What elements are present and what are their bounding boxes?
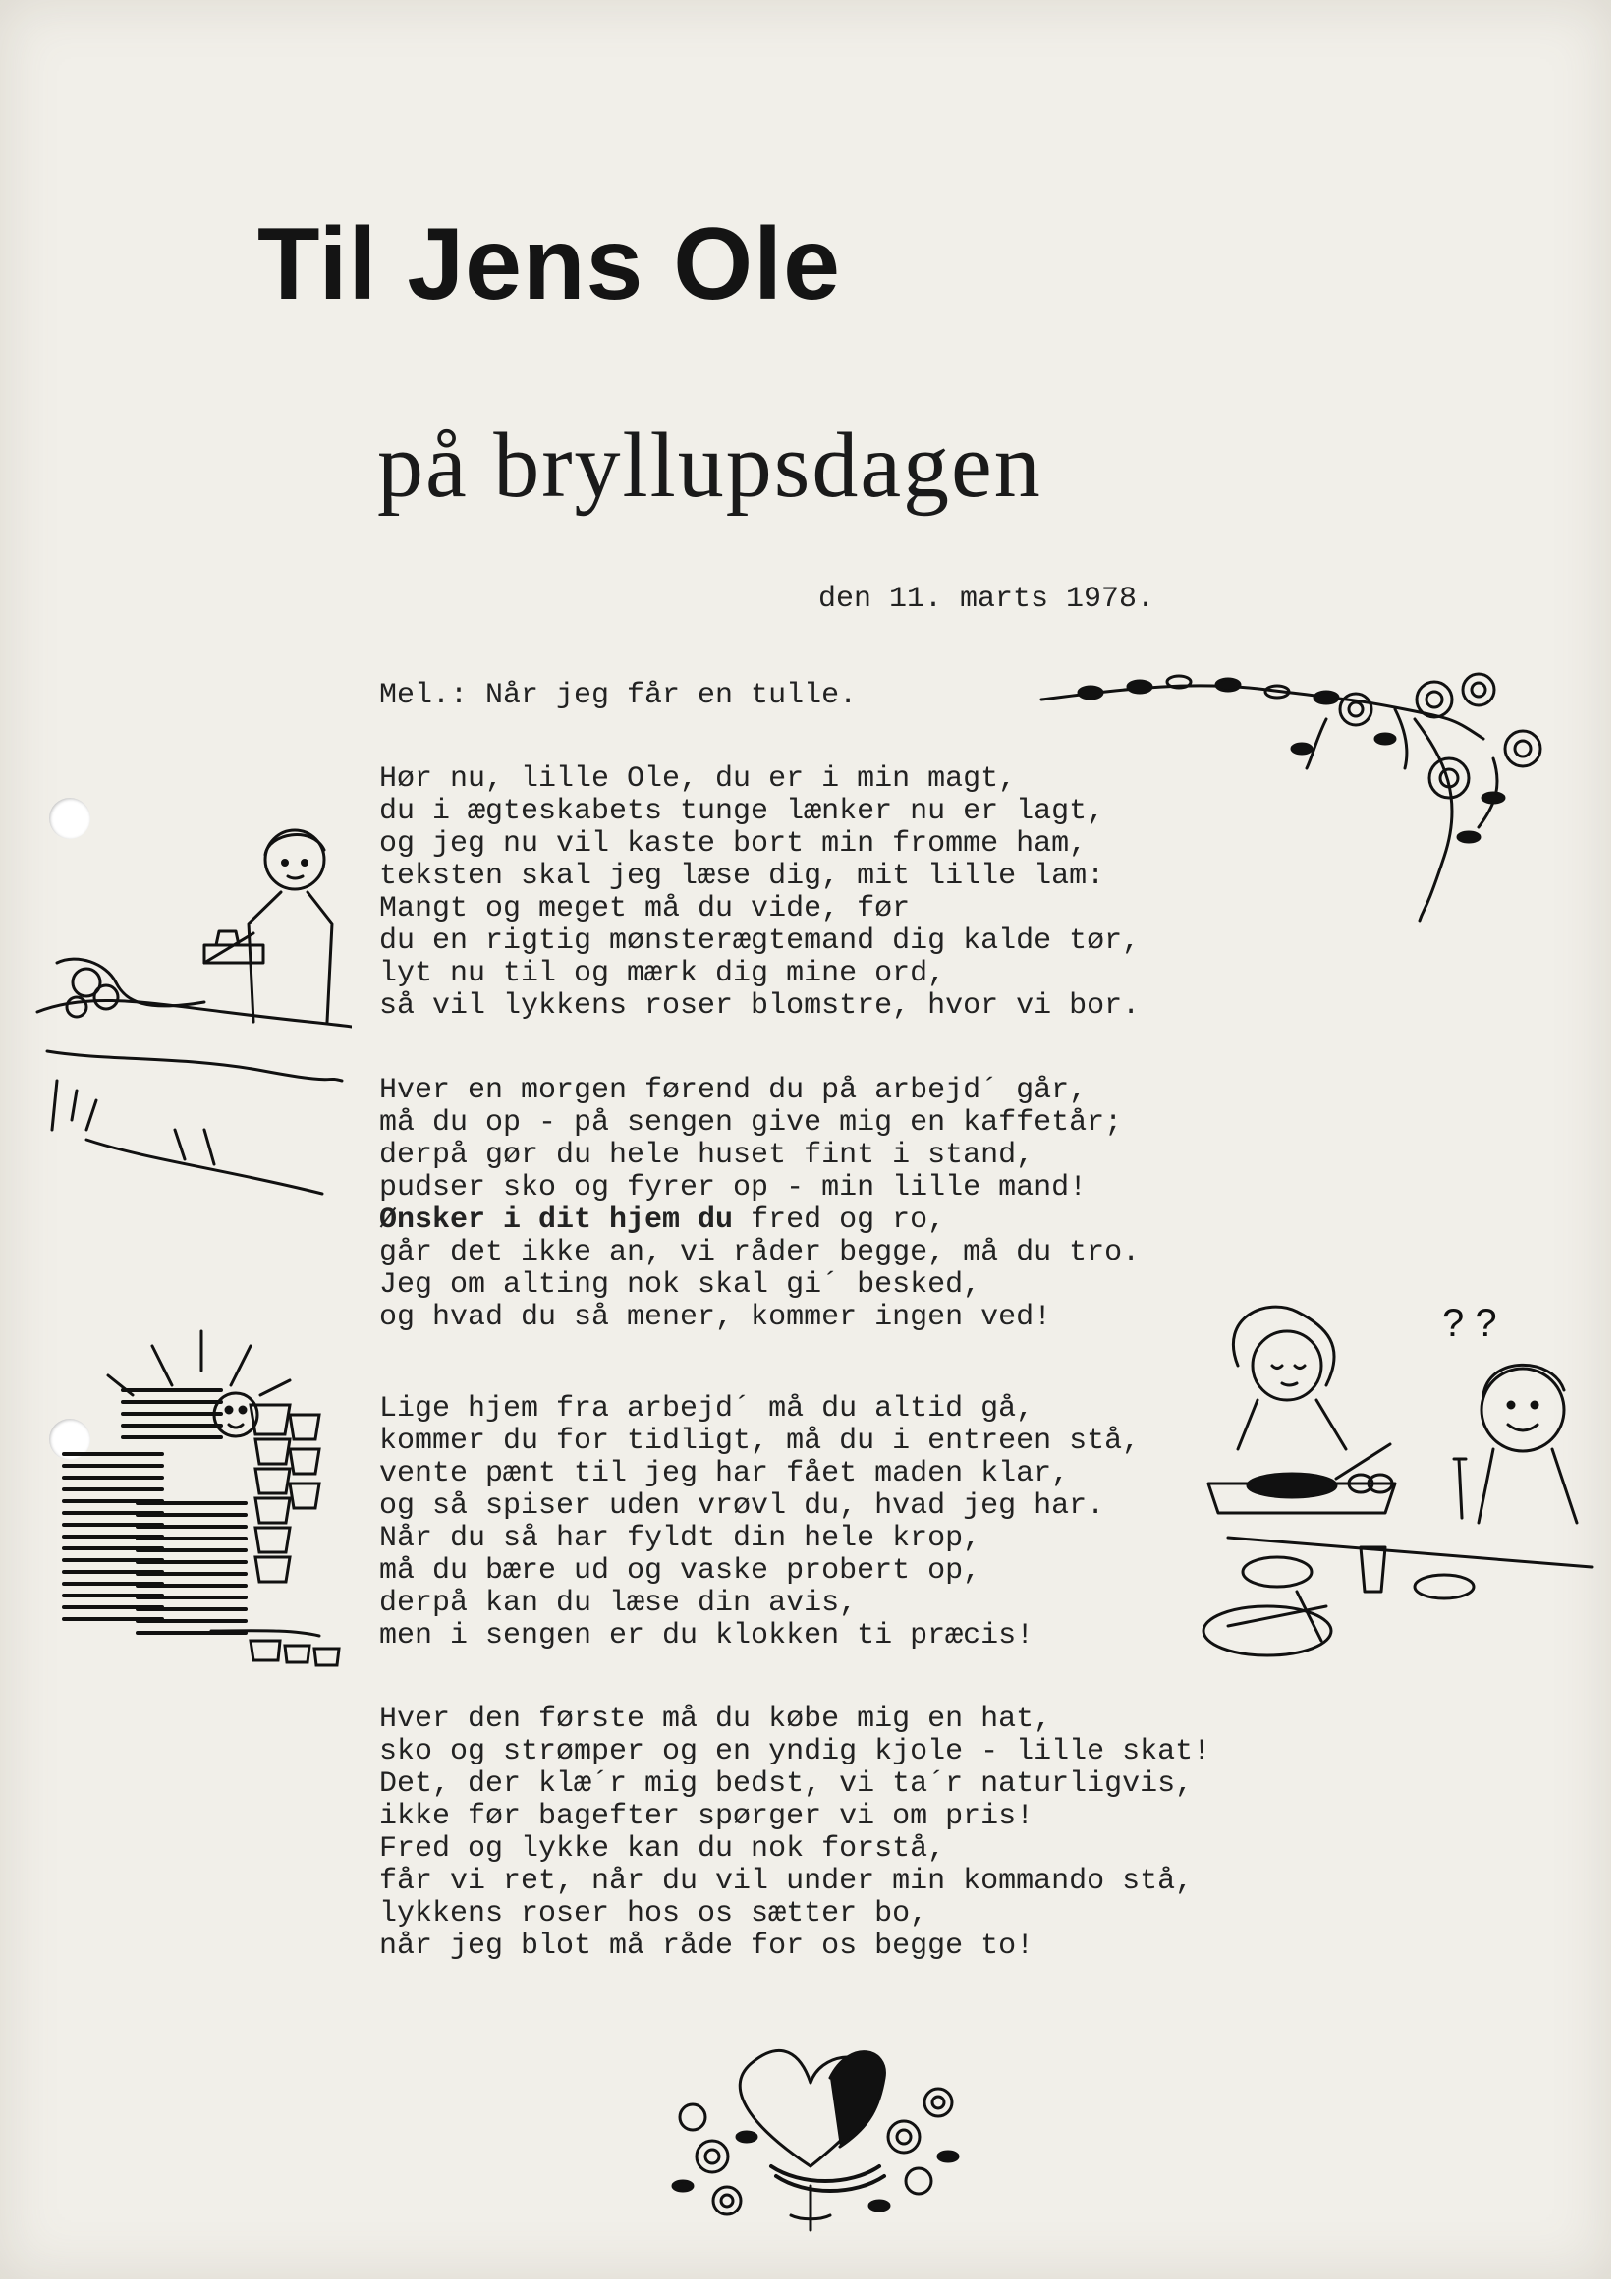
song-title: Til Jens Ole (257, 207, 841, 321)
verse-line: Lige hjem fra arbejd´ må du altid gå, (379, 1392, 1035, 1426)
question-marks: ? ? (1442, 1302, 1497, 1345)
verse-line: sko og strømper og en yndig kjole - lille skat! (379, 1735, 1211, 1768)
verse-line: Mangt og meget må du vide, før (379, 892, 911, 925)
stacked-dishes-drawing (54, 1316, 378, 1690)
verse-line: Hver den første må du købe mig en hat, (379, 1703, 1052, 1736)
verse-line: vente pænt til jeg har fået maden klar, (379, 1457, 1070, 1490)
verse-line: og så spiser uden vrøvl du, hvad jeg har. (379, 1489, 1105, 1523)
verse-line: men i sengen er du klokken ti præcis! (379, 1619, 1035, 1652)
verse-line (379, 1204, 1140, 1237)
verse-line: du i ægteskabets tunge lænker nu er lagt, (379, 795, 1105, 828)
verse-line: ikke før bagefter spørger vi om pris! (379, 1800, 1035, 1833)
song-subtitle: på bryllupsdagen (377, 415, 1042, 517)
verse-line: du en rigtig mønsterægtemand dig kalde tør, (379, 924, 1141, 958)
couple-at-dinner-drawing (1199, 1277, 1601, 1670)
verse-line: Jeg om alting nok skal gi´ besked, (379, 1268, 981, 1302)
verse-line: derpå gør du hele huset fint i stand, (379, 1139, 1035, 1172)
verse-line: Når du så har fyldt din hele krop, (379, 1522, 981, 1555)
stanza-3 (379, 1393, 1140, 1652)
verse-line: må du op - på sengen give mig en kaffetår; (379, 1106, 1123, 1140)
stanza-1 (379, 763, 1140, 1023)
stanza-4 (379, 1704, 1210, 1963)
verse-line: og jeg nu vil kaste bort min fromme ham, (379, 827, 1088, 861)
verse-line: teksten skal jeg læse dig, mit lille lam: (379, 860, 1105, 893)
verse-line: Det, der klæ´r mig bedst, vi ta´r naturligvis, (379, 1767, 1194, 1801)
verse-line: derpå kan du læse din avis, (379, 1587, 858, 1620)
song-date: den 11. marts 1978. (818, 583, 1155, 616)
verse-line: Fred og lykke kan du nok forstå, (379, 1832, 946, 1866)
stanza-2 (379, 1075, 1140, 1334)
verse-line: må du bære ud og vaske probert op, (379, 1554, 981, 1588)
verse-line-rest: fred og ro, (733, 1204, 946, 1237)
verse-line: pudser sko og fyrer op - min lille mand! (379, 1171, 1088, 1204)
melody-note: Mel.: Når jeg får en tulle. (379, 679, 858, 712)
verse-line: lyt nu til og mærk dig mine ord, (379, 957, 946, 990)
verse-line: går det ikke an, vi råder begge, må du tro. (379, 1236, 1141, 1269)
verse-line: får vi ret, når du vil under min kommando stå, (379, 1865, 1194, 1898)
verse-line: så vil lykkens roser blomstre, hvor vi bor. (379, 989, 1141, 1023)
verse-line-bold: Ønsker i dit hjem du (379, 1204, 734, 1237)
heart-with-roses-drawing (653, 2019, 968, 2235)
verse-line: Hør nu, lille Ole, du er i min magt, (379, 762, 1017, 796)
rose-vine-drawing (1032, 660, 1552, 925)
verse-line: lykkens roser hos os sætter bo, (379, 1897, 928, 1931)
verse-line: og hvad du så mener, kommer ingen ved! (379, 1301, 1052, 1334)
verse-line: når jeg blot må råde for os begge to! (379, 1930, 1035, 1963)
verse-line: kommer du for tidligt, må du i entreen stå, (379, 1425, 1141, 1458)
verse-line: Hver en morgen førend du på arbejd´ går, (379, 1074, 1088, 1107)
man-serving-breakfast-drawing (28, 815, 352, 1208)
